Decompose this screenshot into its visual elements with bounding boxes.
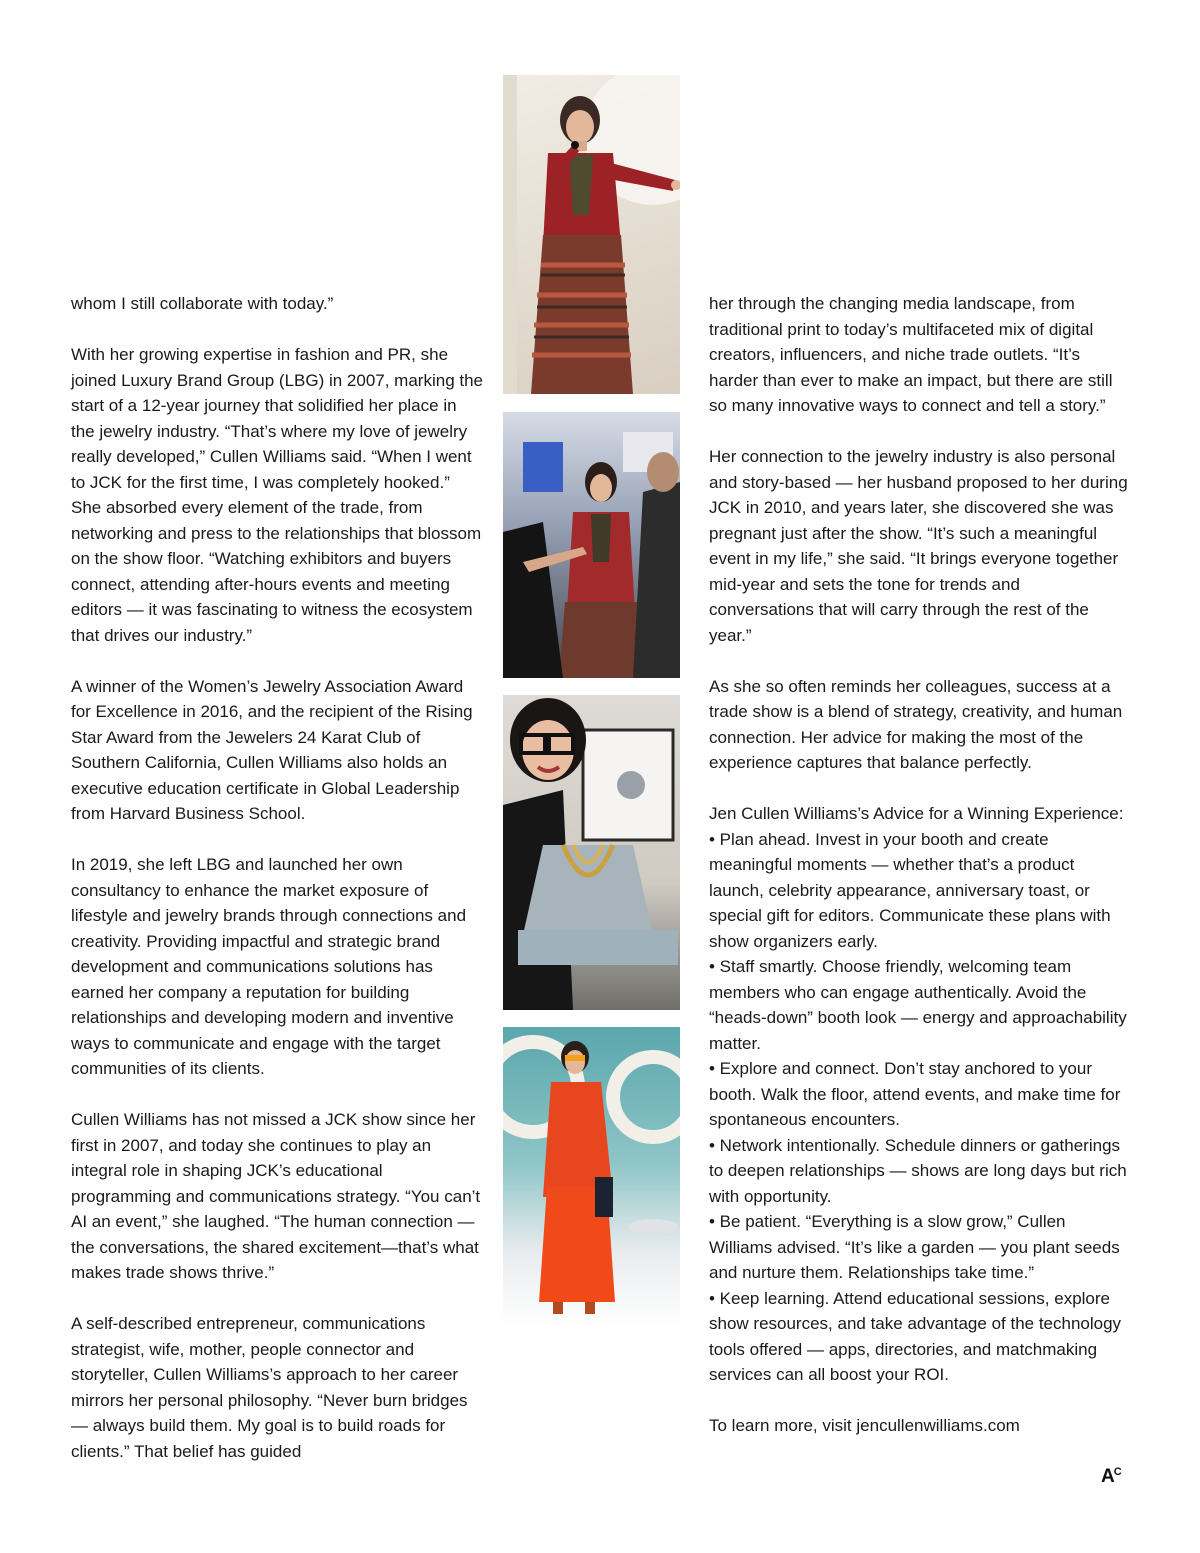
- advice-item: • Explore and connect. Don’t stay anchored to your booth. Walk the floor, attend events, and make time for spontaneous encounters.: [709, 1059, 1121, 1129]
- speaker-illustration: [503, 75, 680, 394]
- logo-sup: C: [1113, 1466, 1121, 1478]
- left-text-column: [71, 291, 483, 1464]
- advice-item: • Keep learning. Attend educational sessions, explore show resources, and take advantage of the technology tools offered — apps, directories, and matchmaking services can all boost your ROI.: [709, 1288, 1122, 1384]
- paragraph: her through the changing media landscape, from traditional print to today’s multifaceted mix of digital creators, influencers, and niche trade outlets. “It’s harder than ever to make an impact, but there are still so many innovative ways to connect and tell a story.”: [709, 294, 1113, 415]
- selfie-illustration: [503, 695, 680, 1010]
- paragraph: whom I still collaborate with today.”: [71, 294, 334, 313]
- paragraph: In 2019, she left LBG and launched her own consultancy to enhance the market exposure of lifestyle and jewelry brands through connections and creativity. Providing impactful and strategic brand development and communications solutions has earned her company a reputation for building relationships and developing modern and inventive ways to communicate and engage with the target communities of its clients.: [71, 855, 467, 1078]
- advice-item: • Staff smartly. Choose friendly, welcoming team members who can engage authentically. Avoid the “heads-down” booth look — energy and approachability matter.: [709, 957, 1127, 1053]
- paragraph: Her connection to the jewelry industry is also personal and story-based — her husband proposed to her during JCK in 2010, and years later, she discovered she was pregnant just after the show. “It’s such a meaningful event in my life,” she said. “It brings everyone together mid-year and sets the tone for trends and conversations that will carry through the rest of the year.”: [709, 447, 1128, 645]
- paragraph: As she so often reminds her colleagues, success at a trade show is a blend of strategy, creativity, and human connection. Her advice for making the most of the experience captures that balance perfectly.: [709, 676, 1123, 772]
- paragraph: A winner of the Women’s Jewelry Association Award for Excellence in 2016, and the recipient of the Rising Star Award from the Jewelers 24 Karat Club of Southern California, Cullen Williams also holds an executive education certificate in Global Leadership from Harvard Business School.: [71, 676, 473, 823]
- closing-line: To learn more, visit jencullenwilliams.com: [709, 1416, 1020, 1435]
- paragraph: A self-described entrepreneur, communications strategist, wife, mother, people connector and storyteller, Cullen Williams’s approach to her career mirrors her personal philosophy. “Never burn bridges — always build them. My goal is to build roads for clients.” That belief has guided: [71, 1314, 468, 1461]
- advice-item: • Plan ahead. Invest in your booth and create meaningful moments — whether that’s a product launch, celebrity appearance, anniversary toast, or special gift for editors. Communicate these plans with show organizers early.: [709, 829, 1111, 951]
- photo-speaker-on-stage: [503, 75, 680, 394]
- advice-item: • Network intentionally. Schedule dinners or gatherings to deepen relationships — shows are long days but rich with opportunity.: [709, 1135, 1127, 1206]
- orange-outfit-illustration: [503, 1027, 680, 1328]
- paragraph: Cullen Williams has not missed a JCK show since her first in 2007, and today she continues to play an integral role in shaping JCK’s educational programming and communications strategy. “You can’t AI an event,” she laughed. “The human connection — the conversations, the shared excitement—that’s what makes trade shows thrive.”: [71, 1110, 481, 1282]
- interview-illustration: [503, 412, 680, 678]
- magazine-logo: [1101, 1466, 1121, 1488]
- logo-main: A: [1101, 1466, 1114, 1487]
- photo-jewelry-selfie: [503, 695, 680, 1010]
- right-text-column: [709, 291, 1129, 1439]
- photo-trade-show-interview: [503, 412, 680, 678]
- photo-orange-outfit: [503, 1027, 680, 1328]
- advice-item: • Be patient. “Everything is a slow grow,” Cullen Williams advised. “It’s like a garden — you plant seeds and nurture them. Relationships take time.”: [709, 1212, 1120, 1282]
- advice-heading: Jen Cullen Williams’s Advice for a Winning Experience:: [709, 804, 1124, 823]
- advice-list: [709, 801, 1129, 1388]
- paragraph: With her growing expertise in fashion and PR, she joined Luxury Brand Group (LBG) in 2007, marking the start of a 12-year journey that solidified her place in the jewelry industry. “That’s where my love of jewelry really developed,” Cullen Williams said. “When I went to JCK for the first time, I was completely hooked.” She absorbed every element of the trade, from networking and press to the relationships that blossom on the show floor. “Watching exhibitors and buyers connect, attending after-hours events and meeting editors — it was fascinating to witness the ecosystem that drives our industry.”: [71, 345, 484, 645]
